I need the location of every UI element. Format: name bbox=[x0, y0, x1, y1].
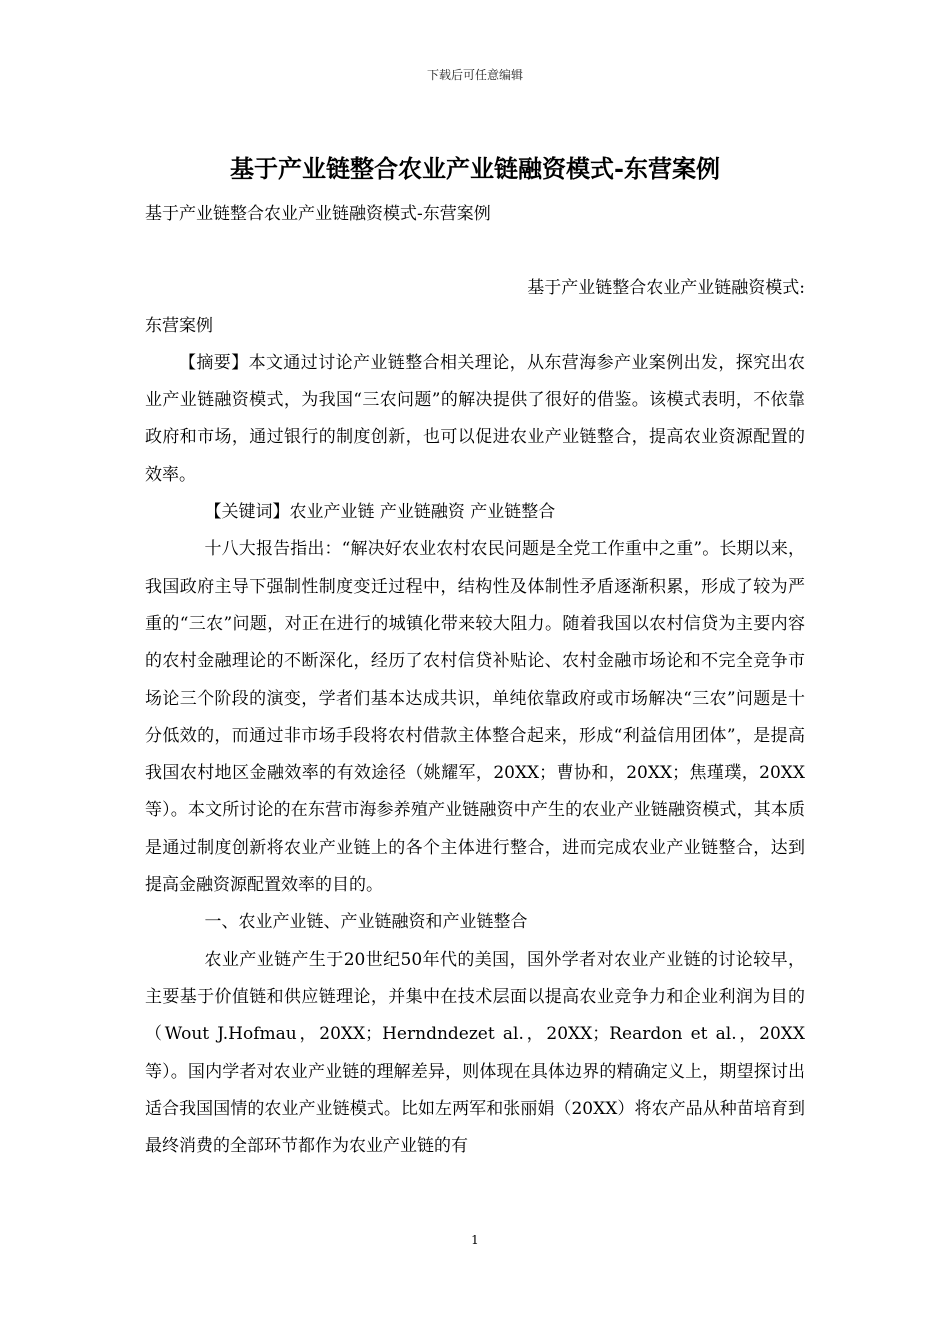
intro-paragraph: 十八大报告指出：“解决好农业农村农民问题是全党工作重中之重”。长期以来，我国政府主导下强制性制度变迁过程中，结构性及体制性矛盾逐渐积累，形成了较为严重的“三农”问题，对正在进行的城镇化带来较大阻力。随着我国以农村信贷为主要内容的农村金融理论的不断深化，经历了农村信贷补贴论、农村金融市场论和不完全竞争市场论三个阶段的演变，学者们基本达成共识，单纯依靠政府或市场解决“三农”问题是十分低效的，而通过非市场手段将农村借款主体整合起来，形成“利益信用团体”，是提高我国农村地区金融效率的有效途径（姚耀军，20XX；曹协和，20XX；焦瑾璞，20XX等）。本文所讨论的在东营市海参养殖产业链融资中产生的农业产业链融资模式，其本质是通过制度创新将农业产业链上的各个主体进行整合，进而完成农业产业链整合，达到提高金融资源配置效率的目的。 bbox=[145, 539, 805, 896]
blank-line bbox=[145, 233, 805, 270]
right-aligned-title-line: 基于产业链整合农业产业链融资模式: bbox=[527, 278, 805, 299]
page-header: 下载后可任意编辑 bbox=[426, 68, 523, 82]
document-title: 基于产业链整合农业产业链融资模式-东营案例 bbox=[230, 154, 720, 183]
document-body bbox=[145, 196, 805, 1165]
body-paragraph: 农业产业链产生于20世纪50年代的美国，国外学者对农业产业链的讨论较早，主要基于价值链和供应链理论，并集中在技术层面以提高农业竞争力和企业利润为目的（Wout J.Hofmau，20XX；Herndndezet al.，20XX；Reardon et al.，20XX等）。国内学者对农业产业链的理解差异，则体现在具体边界的精确定义上，期望探讨出适合我国国情的农业产业链模式。比如左两军和张丽娟（20XX）将农产品从种苗培育到最终消费的全部环节都作为农业产业链的有 bbox=[145, 949, 805, 1157]
section-heading: 一、农业产业链、产业链融资和产业链整合 bbox=[204, 912, 528, 933]
abstract-paragraph: 【摘要】本文通过讨论产业链整合相关理论，从东营海参产业案例出发，探究出农业产业链融资模式，为我国“三农问题”的解决提供了很好的借鉴。该模式表明，不依靠政府和市场，通过银行的制度创新，也可以促进农业产业链整合，提高农业资源配置的效率。 bbox=[145, 352, 805, 485]
page-number: 1 bbox=[471, 1233, 479, 1247]
place-line: 东营案例 bbox=[145, 315, 213, 336]
subtitle-line: 基于产业链整合农业产业链融资模式-东营案例 bbox=[145, 204, 491, 224]
keywords-paragraph: 【关键词】农业产业链 产业链融资 产业链整合 bbox=[204, 502, 556, 523]
